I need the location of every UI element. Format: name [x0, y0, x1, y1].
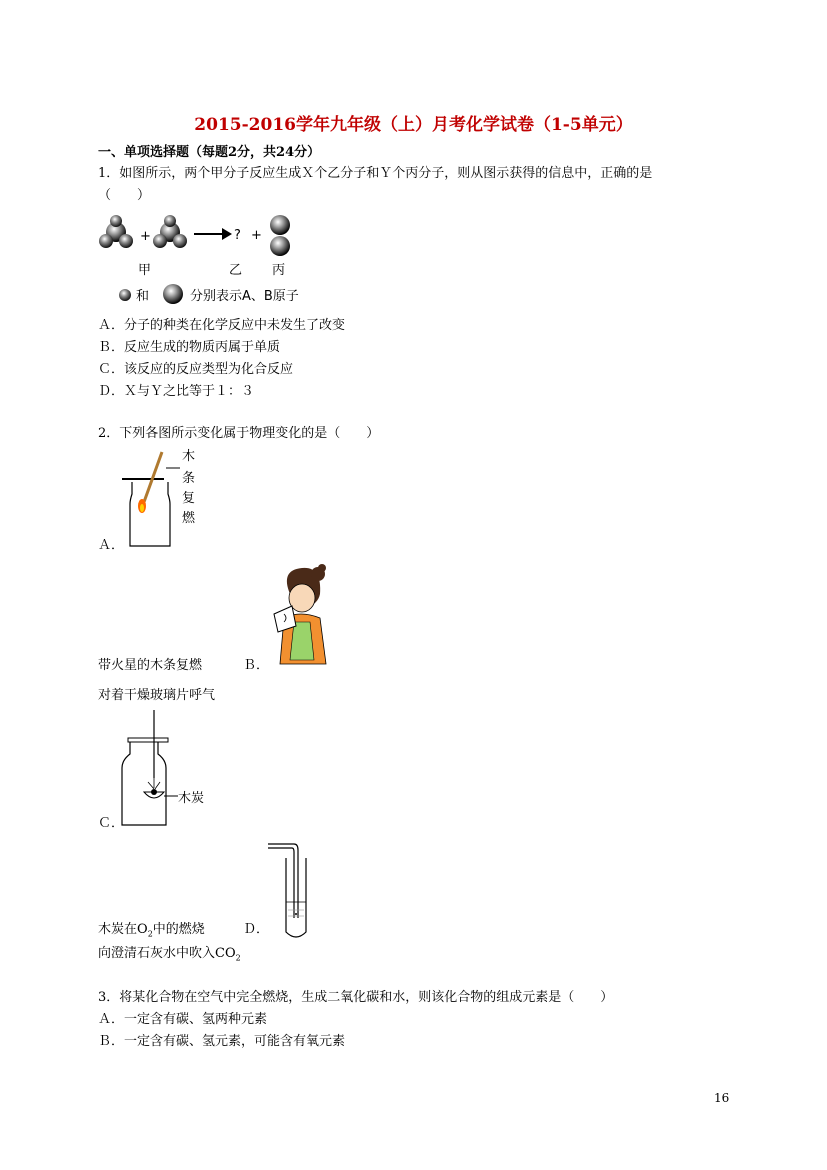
caption-c-pre: 木炭在 — [98, 922, 138, 937]
fig-a-label-4: 燃 — [182, 511, 196, 526]
caption-d — [98, 946, 241, 967]
caption-c — [98, 922, 205, 943]
fig-a-label-3: 复 — [182, 491, 196, 506]
q2-option-c[interactable]: Ｃ． — [98, 816, 125, 831]
q3-option-a[interactable]: Ａ．一定含有碳、氢两种元素 — [98, 1012, 268, 1027]
q1-stem: 1．如图所示，两个甲分子反应生成Ｘ个乙分子和Ｙ个丙分子，则从图示获得的信息中，正确的是 — [98, 166, 653, 181]
fig-a-label-1: 木 — [182, 449, 196, 464]
molecule-jia-2 — [153, 215, 187, 248]
fig-c-label: 木炭 — [178, 791, 205, 806]
legend-he: 和 — [136, 289, 150, 304]
label-jia: 甲 — [138, 263, 152, 278]
caption-c-sub: 2 — [147, 929, 153, 939]
legend-atom-a-icon — [119, 289, 131, 301]
q1-option-a[interactable]: Ａ．分子的种类在化学反应中未发生了改变 — [98, 318, 346, 333]
figure-d-test-tube-with-tube — [264, 840, 312, 942]
q3-option-b[interactable]: Ｂ．一定含有碳、氢元素，可能含有氧元素 — [98, 1034, 346, 1049]
figure-b-girl-breathing-on-glass — [270, 564, 340, 674]
molecule-bing — [270, 215, 290, 256]
q1-option-b[interactable]: Ｂ．反应生成的物质丙属于单质 — [98, 340, 281, 355]
caption-c-post: 中的燃烧 — [152, 922, 205, 937]
caption-c-o2: O — [137, 922, 148, 937]
q1-option-c[interactable]: Ｃ．该反应的反应类型为化合反应 — [98, 362, 294, 377]
legend-atom-b-icon — [163, 284, 183, 304]
caption-d-pre: 向澄清石灰水中吹入 — [98, 946, 216, 961]
question-mark: ? — [234, 228, 241, 243]
q1-option-d[interactable]: Ｄ．Ｘ与Ｙ之比等于１：３ — [98, 384, 255, 399]
caption-a: 带火星的木条复燃 — [98, 658, 203, 673]
q2-option-a[interactable]: Ａ． — [98, 538, 125, 553]
figure-a-jar-with-splint — [118, 446, 208, 550]
exam-title: 2015-2016学年九年级（上）月考化学试卷（1-5单元） — [194, 115, 633, 135]
section-heading: 一、单项选择题（每题2分，共24分） — [98, 145, 321, 160]
q1-answer-paren: （ ） — [98, 188, 151, 203]
reaction-arrow — [194, 228, 232, 240]
q3-stem: 3．将某化合物在空气中完全燃烧，生成二氧化碳和水，则该化合物的组成元素是（ ） — [98, 990, 614, 1005]
plus-sign-2: + — [251, 228, 262, 243]
caption-d-co2: CO — [215, 946, 236, 961]
plus-sign: + — [140, 229, 151, 244]
q2-option-b[interactable]: Ｂ． — [243, 658, 270, 673]
figure-c-charcoal-in-jar — [118, 710, 218, 830]
legend-text: 分别表示A、B原子 — [190, 289, 299, 304]
caption-d-sub: 2 — [235, 953, 241, 963]
molecule-jia-1 — [99, 215, 133, 248]
label-bing: 丙 — [272, 263, 286, 278]
q2-stem: 2．下列各图所示变化属于物理变化的是（ ） — [98, 426, 380, 441]
page-number: 16 — [714, 1091, 730, 1105]
fig-a-label-2: 条 — [182, 471, 196, 486]
label-yi: 乙 — [229, 263, 243, 278]
q1-molecule-diagram — [98, 210, 338, 310]
caption-b: 对着干燥玻璃片呼气 — [98, 688, 216, 703]
q2-option-d[interactable]: Ｄ． — [243, 922, 270, 937]
